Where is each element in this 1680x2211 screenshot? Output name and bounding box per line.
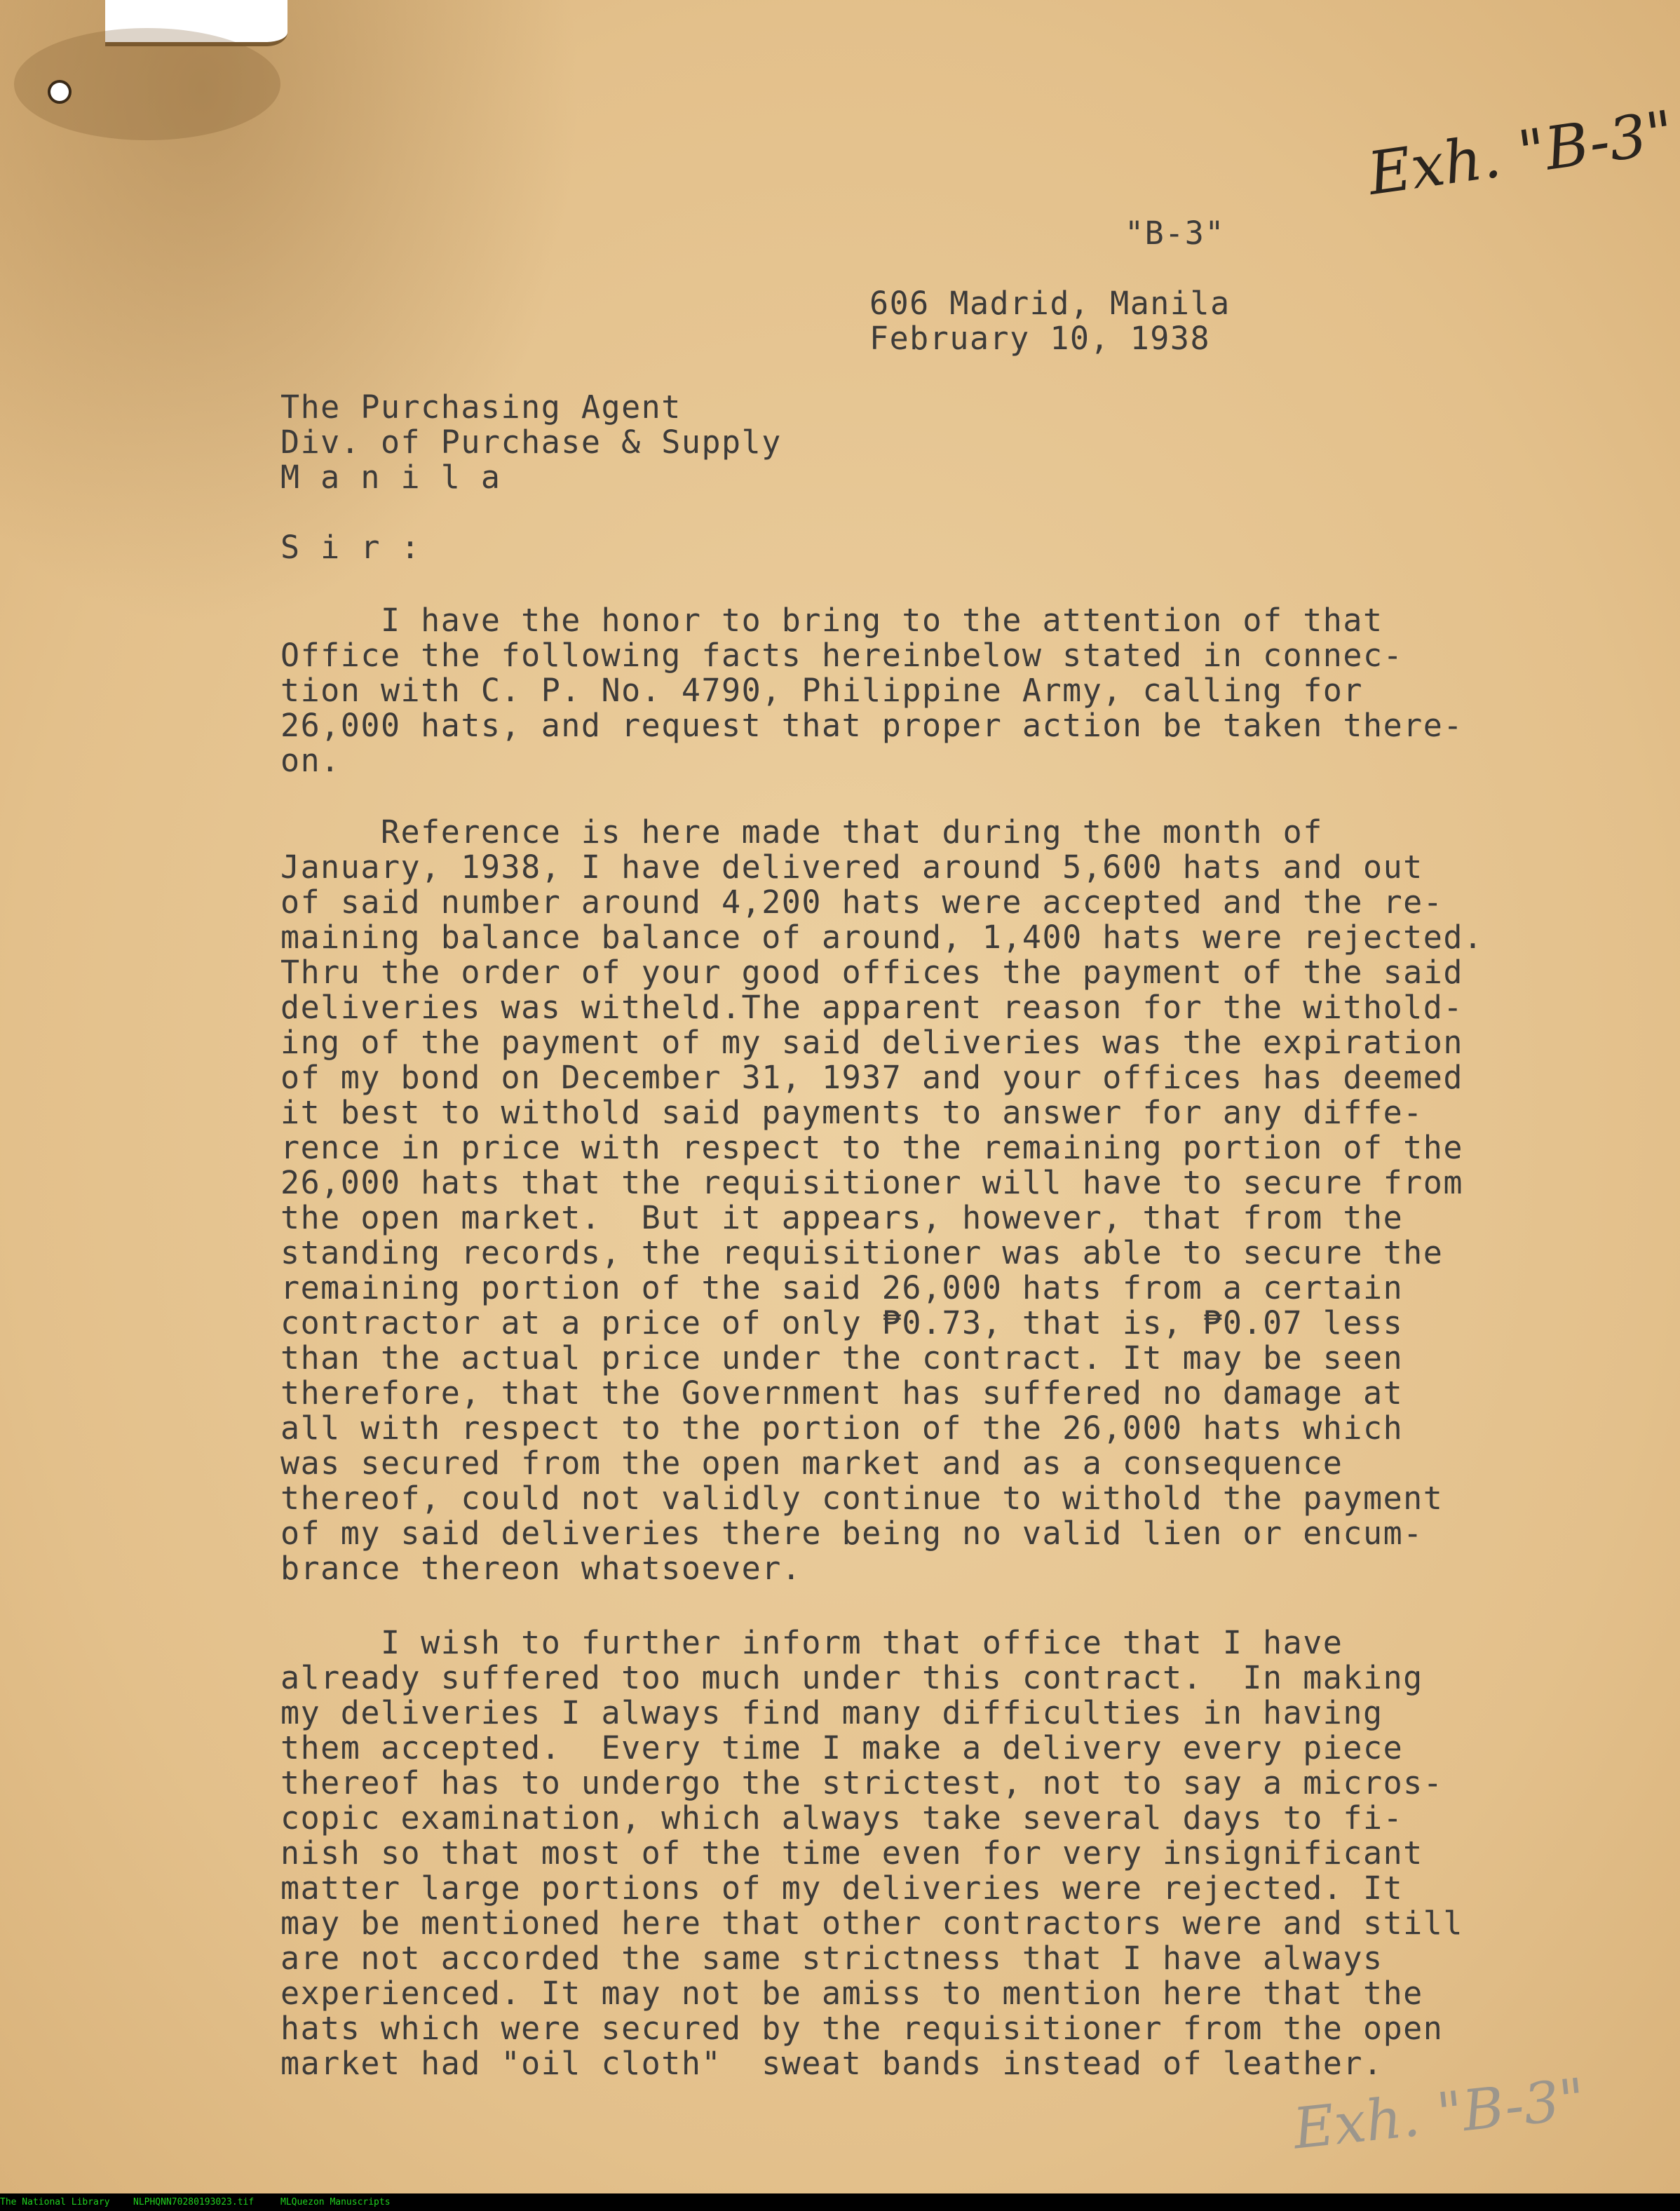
paragraph-line: 26,000 hats that the requisitioner will have to secure from [280, 1164, 1463, 1201]
exhibit-annotation-top: Exh. "B-3" [1364, 97, 1678, 209]
recipient-line-3: M a n i l a [280, 459, 501, 496]
punch-hole [50, 83, 69, 101]
paragraph-line: them accepted. Every time I make a delivery every piece [280, 1729, 1404, 1766]
paragraph-line: my deliveries I always find many difficulties in having [280, 1694, 1383, 1731]
exhibit-annotation-bottom: Exh. "B-3" [1290, 2066, 1589, 2162]
paragraph-line: tion with C. P. No. 4790, Philippine Army, calling for [280, 672, 1363, 709]
salutation: S i r : [280, 529, 421, 566]
paragraph-line: the open market. But it appears, however, that from the [280, 1199, 1404, 1236]
paragraph-line: of my bond on December 31, 1937 and your offices has deemed [280, 1059, 1463, 1096]
letter-date: February 10, 1938 [869, 320, 1211, 357]
paragraph-line: copic examination, which always take several days to fi- [280, 1799, 1404, 1837]
paragraph-line: of said number around 4,200 hats were accepted and the re- [280, 884, 1444, 921]
paragraph-line: market had "oil cloth" sweat bands instead of leather. [280, 2045, 1383, 2082]
paragraph-line: therefore, that the Government has suffered no damage at [280, 1374, 1404, 1412]
paragraph-line: experienced. It may not be amiss to mention here that the [280, 1975, 1423, 2012]
paragraph-line: of my said deliveries there being no valid lien or encum- [280, 1515, 1423, 1552]
paragraph-line: on. [280, 742, 341, 779]
paragraph-line: Thru the order of your good offices the payment of the said [280, 954, 1463, 991]
paragraph-line: remaining portion of the said 26,000 hats from a certain [280, 1269, 1404, 1306]
paragraph-line: Office the following facts hereinbelow stated in connec- [280, 637, 1404, 674]
paragraph-line: are not accorded the same strictness that I have always [280, 1940, 1383, 1977]
paragraph-line: 26,000 hats, and request that proper action be taken there- [280, 707, 1463, 744]
paragraph-line: nish so that most of the time even for very insignificant [280, 1834, 1423, 1872]
paragraph-line: hats which were secured by the requisitioner from the open [280, 2010, 1444, 2047]
paragraph-line: January, 1938, I have delivered around 5,600 hats and out [280, 848, 1423, 886]
paragraph-line: brance thereon whatsoever. [280, 1550, 802, 1587]
paragraph-line: was secured from the open market and as a consequence [280, 1445, 1343, 1482]
paragraph-line: I have the honor to bring to the attention of that [280, 602, 1383, 639]
paragraph-line: it best to withold said payments to answer for any diffe- [280, 1094, 1423, 1131]
footer-collection: MLQuezon Manuscripts [280, 2197, 391, 2207]
paragraph-line: thereof, could not validly continue to withold the payment [280, 1480, 1444, 1517]
paragraph-line: deliveries was witheld.The apparent reason for the withold- [280, 989, 1463, 1026]
paragraph-line: thereof has to undergo the strictest, not to say a micros- [280, 1764, 1444, 1801]
document-label: "B-3" [1125, 215, 1225, 252]
paragraph-line: may be mentioned here that other contractors were and still [280, 1905, 1463, 1942]
paragraph-line: Reference is here made that during the month of [280, 813, 1323, 851]
paragraph-line: rence in price with respect to the remaining portion of the [280, 1129, 1463, 1166]
scan-footer [0, 2193, 1680, 2211]
paragraph-line: already suffered too much under this contract. In making [280, 1659, 1423, 1696]
footer-filename: NLPHQNN70280193023.tif [133, 2197, 255, 2207]
recipient-line-2: Div. of Purchase & Supply [280, 424, 782, 461]
recipient-line-1: The Purchasing Agent [280, 388, 682, 426]
paragraph-line: ing of the payment of my said deliveries was the expiration [280, 1024, 1463, 1061]
paragraph-line: contractor at a price of only ₱0.73, that is, ₱0.07 less [280, 1304, 1404, 1341]
paragraph-line: maining balance balance of around, 1,400 hats were rejected. [280, 919, 1484, 956]
sender-address: 606 Madrid, Manila [869, 285, 1231, 322]
paragraph-line: all with respect to the portion of the 26,000 hats which [280, 1409, 1404, 1447]
paragraph-line: than the actual price under the contract. It may be seen [280, 1339, 1404, 1377]
paragraph-line: matter large portions of my deliveries were rejected. It [280, 1869, 1404, 1907]
paragraph-line: standing records, the requisitioner was able to secure the [280, 1234, 1444, 1271]
paragraph-line: I wish to further inform that office that I have [280, 1624, 1343, 1661]
footer-library: The National Library [0, 2197, 110, 2207]
